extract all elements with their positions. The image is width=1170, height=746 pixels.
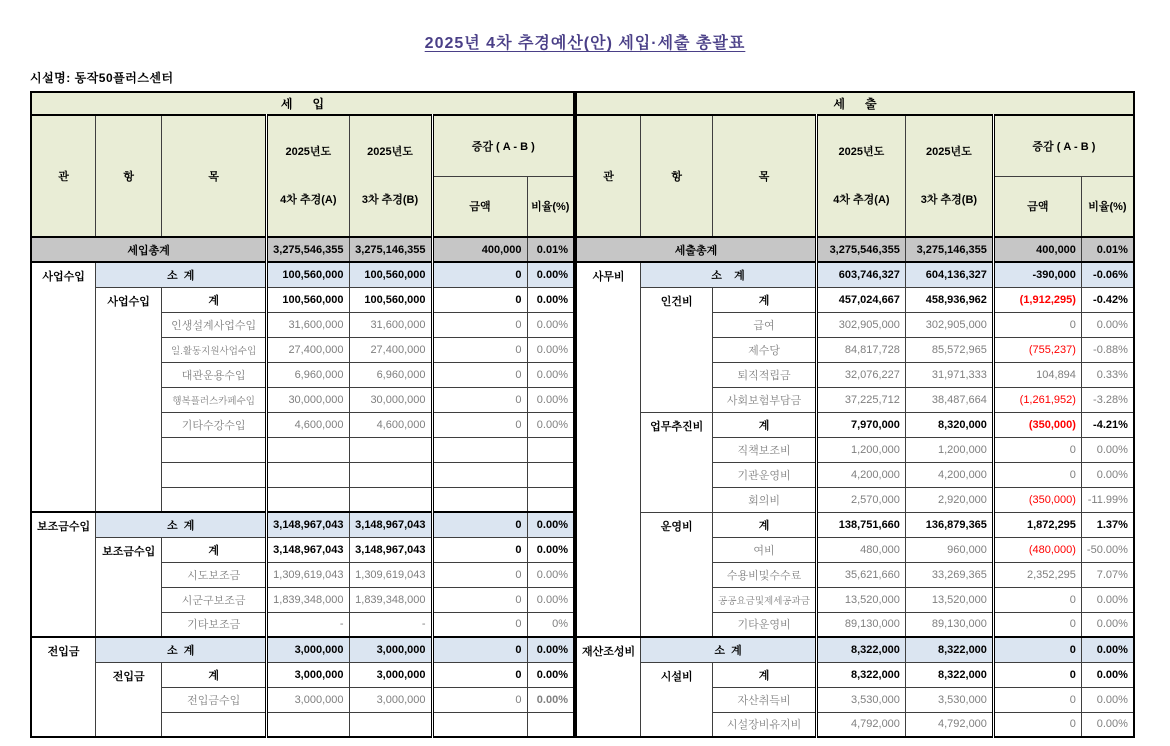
expenditure-amount-b-cell: 13,520,000: [905, 587, 993, 612]
expenditure-mok-cell: 자산취득비: [713, 687, 817, 712]
revenue-table: [30, 91, 575, 738]
expenditure-ratio-cell: -0.42%: [1081, 287, 1133, 312]
expenditure-amount-b-cell: 89,130,000: [905, 612, 993, 637]
expenditure-row-11: [576, 512, 1134, 537]
expenditure-ratio-cell: 0.00%: [1081, 662, 1133, 687]
revenue-band-row: [31, 92, 574, 115]
revenue-ratio-cell: 0.00%: [527, 412, 574, 437]
expenditure-amount-b-cell: 3,530,000: [905, 687, 993, 712]
revenue-diff-cell: 0: [432, 362, 527, 387]
expenditure-total-b: 3,275,146,355: [905, 237, 993, 262]
revenue-amount-b-cell: [349, 487, 432, 512]
expenditure-amount-b-cell: 604,136,327: [905, 262, 993, 287]
expenditure-amount-b-cell: 8,320,000: [905, 412, 993, 437]
expenditure-ratio-cell: 0.00%: [1081, 462, 1133, 487]
col-header-a-round: 4차 추경(A): [833, 194, 890, 206]
col-header-budget-a: [267, 115, 349, 237]
revenue-diff-cell: 0: [432, 637, 527, 662]
revenue-mok-cell: 행복플러스카페수입: [162, 387, 267, 412]
expenditure-mok-cell: 계: [713, 412, 817, 437]
col-header-b-round: 3차 추경(B): [920, 194, 978, 206]
revenue-amount-b-cell: 3,148,967,043: [349, 512, 432, 537]
revenue-ratio-cell: [527, 462, 574, 487]
expenditure-amount-a-cell: 84,817,728: [816, 337, 905, 362]
expenditure-row-1: [576, 262, 1134, 287]
expenditure-amount-a-cell: 1,200,000: [816, 437, 905, 462]
expenditure-amount-b-cell: 960,000: [905, 537, 993, 562]
col-header-mok: 목: [162, 115, 267, 237]
expenditure-ratio-cell: 0.00%: [1081, 712, 1133, 737]
col-header-budget-b: [349, 115, 432, 237]
col-header-diff-group: 증감 ( A - B ): [432, 115, 574, 176]
revenue-amount-b-cell: 1,309,619,043: [349, 562, 432, 587]
expenditure-hang-cell: 업무추진비: [641, 412, 713, 512]
expenditure-mok-cell: 기타운영비: [713, 612, 817, 637]
revenue-amount-a-cell: 1,309,619,043: [267, 562, 349, 587]
revenue-diff-cell: 0: [432, 687, 527, 712]
col-header-b-round: 3차 추경(B): [361, 194, 419, 206]
revenue-band-title: 세 입: [31, 92, 574, 115]
revenue-mok-cell: 시도보조금: [162, 562, 267, 587]
expenditure-amount-b-cell: 8,322,000: [905, 662, 993, 687]
revenue-mok-cell: 시군구보조금: [162, 587, 267, 612]
expenditure-amount-a-cell: 138,751,660: [816, 512, 905, 537]
expenditure-mok-cell: 제수당: [713, 337, 817, 362]
expenditure-mok-cell: 계: [713, 662, 817, 687]
revenue-amount-b-cell: 6,960,000: [349, 362, 432, 387]
expenditure-mok-cell: 계: [713, 287, 817, 312]
expenditure-diff-cell: (755,237): [993, 337, 1081, 362]
expenditure-header-row-1: [576, 115, 1134, 176]
expenditure-mok-cell: 계: [713, 512, 817, 537]
revenue-row-16: [31, 637, 574, 662]
expenditure-gwan-cell: 사무비: [576, 262, 641, 637]
revenue-mok-cell: 계: [162, 537, 267, 562]
revenue-amount-a-cell: [267, 462, 349, 487]
revenue-ratio-cell: 0.00%: [527, 662, 574, 687]
expenditure-ratio-cell: -0.06%: [1081, 262, 1133, 287]
revenue-mok-cell: 대관운용수입: [162, 362, 267, 387]
expenditure-amount-b-cell: 31,971,333: [905, 362, 993, 387]
revenue-row-11: [31, 512, 574, 537]
revenue-hang-cell: 사업수입: [96, 287, 162, 512]
revenue-subtotal-label: 소 계: [96, 512, 267, 537]
revenue-ratio-cell: 0.00%: [527, 287, 574, 312]
revenue-diff-cell: 0: [432, 287, 527, 312]
expenditure-mok-cell: 수용비및수수료: [713, 562, 817, 587]
revenue-amount-a-cell: 4,600,000: [267, 412, 349, 437]
revenue-ratio-cell: 0%: [527, 612, 574, 637]
expenditure-amount-b-cell: 302,905,000: [905, 312, 993, 337]
revenue-diff-cell: [432, 462, 527, 487]
expenditure-ratio-cell: 0.00%: [1081, 612, 1133, 637]
facility-name-label: 시설명: 동작50플러스센터: [30, 71, 174, 85]
col-header-a-round: 4차 추경(A): [280, 194, 337, 206]
revenue-diff-cell: 0: [432, 312, 527, 337]
revenue-amount-b-cell: 3,000,000: [349, 637, 432, 662]
revenue-amount-b-cell: 27,400,000: [349, 337, 432, 362]
revenue-mok-cell: 일.활동지원사업수입: [162, 337, 267, 362]
revenue-amount-b-cell: 3,000,000: [349, 687, 432, 712]
revenue-hang-cell: 전입금: [96, 662, 162, 737]
revenue-header-row-1: [31, 115, 574, 176]
revenue-mok-cell: 인생설계사업수입: [162, 312, 267, 337]
expenditure-diff-cell: -390,000: [993, 262, 1081, 287]
revenue-amount-b-cell: 30,000,000: [349, 387, 432, 412]
expenditure-diff-cell: 0: [993, 712, 1081, 737]
revenue-mok-cell: 기타수강수입: [162, 412, 267, 437]
expenditure-amount-b-cell: 4,792,000: [905, 712, 993, 737]
revenue-ratio-cell: [527, 487, 574, 512]
revenue-amount-b-cell: 3,148,967,043: [349, 537, 432, 562]
expenditure-diff-cell: (1,912,295): [993, 287, 1081, 312]
expenditure-amount-a-cell: 4,792,000: [816, 712, 905, 737]
expenditure-amount-a-cell: 89,130,000: [816, 612, 905, 637]
expenditure-ratio-cell: -4.21%: [1081, 412, 1133, 437]
expenditure-amount-b-cell: 458,936,962: [905, 287, 993, 312]
revenue-amount-a-cell: 6,960,000: [267, 362, 349, 387]
expenditure-amount-b-cell: 8,322,000: [905, 637, 993, 662]
expenditure-diff-cell: 0: [993, 687, 1081, 712]
expenditure-band-row: [576, 92, 1134, 115]
expenditure-total-a: 3,275,546,355: [816, 237, 905, 262]
expenditure-ratio-cell: 0.00%: [1081, 587, 1133, 612]
expenditure-subtotal-label: 소 계: [641, 262, 817, 287]
expenditure-diff-cell: 0: [993, 587, 1081, 612]
expenditure-amount-b-cell: 136,879,365: [905, 512, 993, 537]
expenditure-amount-b-cell: 85,572,965: [905, 337, 993, 362]
revenue-gwan-cell: 사업수입: [31, 262, 96, 512]
expenditure-amount-a-cell: 480,000: [816, 537, 905, 562]
expenditure-band-title: 세 출: [576, 92, 1134, 115]
expenditure-diff-cell: (350,000): [993, 412, 1081, 437]
col-header-diff-group: 증감 ( A - B ): [993, 115, 1133, 176]
col-header-diff-amount: 금액: [432, 176, 527, 237]
expenditure-amount-b-cell: 33,269,365: [905, 562, 993, 587]
expenditure-mok-cell: 시설장비유지비: [713, 712, 817, 737]
expenditure-ratio-cell: 0.00%: [1081, 637, 1133, 662]
revenue-amount-b-cell: 1,839,348,000: [349, 587, 432, 612]
expenditure-amount-a-cell: 37,225,712: [816, 387, 905, 412]
revenue-ratio-cell: 0.00%: [527, 687, 574, 712]
expenditure-total-diff: 400,000: [993, 237, 1081, 262]
expenditure-amount-a-cell: 13,520,000: [816, 587, 905, 612]
expenditure-amount-a-cell: 35,621,660: [816, 562, 905, 587]
expenditure-gwan-cell: 재산조성비: [576, 637, 641, 737]
expenditure-mok-cell: 직책보조비: [713, 437, 817, 462]
revenue-total-a: 3,275,546,355: [267, 237, 349, 262]
revenue-amount-a-cell: 3,148,967,043: [267, 537, 349, 562]
col-header-b-year: 2025년도: [367, 146, 413, 158]
expenditure-diff-cell: (1,261,952): [993, 387, 1081, 412]
revenue-ratio-cell: 0.00%: [527, 362, 574, 387]
revenue-ratio-cell: 0.00%: [527, 587, 574, 612]
expenditure-ratio-cell: 0.00%: [1081, 687, 1133, 712]
col-header-gwan: 관: [576, 115, 641, 237]
expenditure-amount-b-cell: 38,487,664: [905, 387, 993, 412]
expenditure-ratio-cell: -3.28%: [1081, 387, 1133, 412]
expenditure-table: [575, 91, 1135, 738]
col-header-a-year: 2025년도: [838, 146, 885, 158]
revenue-diff-cell: 0: [432, 512, 527, 537]
expenditure-ratio-cell: -11.99%: [1081, 487, 1133, 512]
expenditure-amount-b-cell: 4,200,000: [905, 462, 993, 487]
revenue-mok-cell: 계: [162, 287, 267, 312]
expenditure-ratio-cell: 1.37%: [1081, 512, 1133, 537]
revenue-amount-b-cell: 100,560,000: [349, 262, 432, 287]
revenue-row-1: [31, 262, 574, 287]
revenue-ratio-cell: 0.00%: [527, 637, 574, 662]
expenditure-amount-a-cell: 3,530,000: [816, 687, 905, 712]
col-header-hang: 항: [96, 115, 162, 237]
expenditure-row-17: [576, 662, 1134, 687]
expenditure-ratio-cell: 7.07%: [1081, 562, 1133, 587]
revenue-mok-cell: [162, 437, 267, 462]
expenditure-mok-cell: 퇴직적립금: [713, 362, 817, 387]
revenue-diff-cell: 0: [432, 587, 527, 612]
revenue-diff-cell: 0: [432, 562, 527, 587]
expenditure-diff-cell: (350,000): [993, 487, 1081, 512]
revenue-diff-cell: 0: [432, 412, 527, 437]
expenditure-mok-cell: 공공요금및제세공과금: [713, 587, 817, 612]
revenue-gwan-cell: 전입금: [31, 637, 96, 737]
revenue-amount-a-cell: 3,148,967,043: [267, 512, 349, 537]
revenue-row-17: [31, 662, 574, 687]
expenditure-amount-b-cell: 2,920,000: [905, 487, 993, 512]
col-header-diff-ratio: 비율(%): [527, 176, 574, 237]
expenditure-subtotal-label: 소 계: [641, 637, 817, 662]
expenditure-row-16: [576, 637, 1134, 662]
revenue-amount-a-cell: -: [267, 612, 349, 637]
revenue-total-b: 3,275,146,355: [349, 237, 432, 262]
revenue-total-diff: 400,000: [432, 237, 527, 262]
col-header-budget-b: [905, 115, 993, 237]
revenue-amount-b-cell: 4,600,000: [349, 412, 432, 437]
expenditure-amount-a-cell: 603,746,327: [816, 262, 905, 287]
expenditure-amount-a-cell: 32,076,227: [816, 362, 905, 387]
expenditure-amount-a-cell: 302,905,000: [816, 312, 905, 337]
revenue-total-label: 세입총계: [31, 237, 267, 262]
revenue-ratio-cell: 0.00%: [527, 312, 574, 337]
revenue-amount-a-cell: [267, 487, 349, 512]
revenue-hang-cell: 보조금수입: [96, 537, 162, 637]
expenditure-mok-cell: 여비: [713, 537, 817, 562]
expenditure-ratio-cell: 0.33%: [1081, 362, 1133, 387]
expenditure-diff-cell: 0: [993, 637, 1081, 662]
budget-tables: [30, 91, 1170, 738]
col-header-hang: 항: [641, 115, 713, 237]
expenditure-mok-cell: 기관운영비: [713, 462, 817, 487]
revenue-amount-a-cell: 1,839,348,000: [267, 587, 349, 612]
revenue-amount-a-cell: 31,600,000: [267, 312, 349, 337]
revenue-mok-cell: [162, 487, 267, 512]
revenue-amount-b-cell: 31,600,000: [349, 312, 432, 337]
revenue-amount-a-cell: [267, 437, 349, 462]
revenue-diff-cell: [432, 437, 527, 462]
revenue-amount-b-cell: [349, 437, 432, 462]
col-header-diff-ratio: 비율(%): [1081, 176, 1133, 237]
revenue-mok-cell: 전입금수입: [162, 687, 267, 712]
expenditure-ratio-cell: 0.00%: [1081, 437, 1133, 462]
revenue-amount-a-cell: 100,560,000: [267, 287, 349, 312]
revenue-diff-cell: 0: [432, 612, 527, 637]
revenue-subtotal-label: 소 계: [96, 262, 267, 287]
revenue-diff-cell: [432, 487, 527, 512]
expenditure-total-label: 세출총계: [576, 237, 816, 262]
revenue-total-ratio: 0.01%: [527, 237, 574, 262]
expenditure-mok-cell: 사회보험부담금: [713, 387, 817, 412]
expenditure-amount-a-cell: 8,322,000: [816, 662, 905, 687]
expenditure-amount-a-cell: 7,970,000: [816, 412, 905, 437]
revenue-amount-a-cell: 27,400,000: [267, 337, 349, 362]
revenue-mok-cell: 기타보조금: [162, 612, 267, 637]
expenditure-diff-cell: 2,352,295: [993, 562, 1081, 587]
col-header-diff-amount: 금액: [993, 176, 1081, 237]
expenditure-hang-cell: 운영비: [641, 512, 713, 637]
expenditure-diff-cell: 0: [993, 462, 1081, 487]
revenue-diff-cell: 0: [432, 537, 527, 562]
revenue-diff-cell: 0: [432, 387, 527, 412]
revenue-row-12: [31, 537, 574, 562]
revenue-mok-cell: 계: [162, 662, 267, 687]
revenue-amount-b-cell: [349, 462, 432, 487]
expenditure-ratio-cell: -0.88%: [1081, 337, 1133, 362]
col-header-budget-a: [816, 115, 905, 237]
expenditure-diff-cell: (480,000): [993, 537, 1081, 562]
expenditure-ratio-cell: 0.00%: [1081, 312, 1133, 337]
col-header-b-year: 2025년도: [926, 146, 972, 158]
expenditure-amount-a-cell: 4,200,000: [816, 462, 905, 487]
expenditure-total-row: [576, 237, 1134, 262]
col-header-gwan: 관: [31, 115, 96, 237]
revenue-ratio-cell: 0.00%: [527, 337, 574, 362]
expenditure-hang-cell: 시설비: [641, 662, 713, 737]
expenditure-diff-cell: 0: [993, 612, 1081, 637]
revenue-amount-b-cell: -: [349, 612, 432, 637]
revenue-diff-cell: 0: [432, 262, 527, 287]
expenditure-diff-cell: 104,894: [993, 362, 1081, 387]
revenue-subtotal-label: 소 계: [96, 637, 267, 662]
revenue-ratio-cell: 0.00%: [527, 387, 574, 412]
expenditure-diff-cell: 0: [993, 662, 1081, 687]
revenue-diff-cell: 0: [432, 662, 527, 687]
revenue-total-row: [31, 237, 574, 262]
revenue-amount-b-cell: 3,000,000: [349, 662, 432, 687]
revenue-gwan-cell: 보조금수입: [31, 512, 96, 637]
col-header-a-year: 2025년도: [285, 146, 332, 158]
revenue-amount-a-cell: 3,000,000: [267, 662, 349, 687]
expenditure-diff-cell: 0: [993, 312, 1081, 337]
revenue-amount-a-cell: 3,000,000: [267, 637, 349, 662]
expenditure-mok-cell: 급여: [713, 312, 817, 337]
page-title: 2025년 4차 추경예산(안) 세입·세출 총괄표: [424, 35, 746, 52]
expenditure-amount-b-cell: 1,200,000: [905, 437, 993, 462]
expenditure-total-ratio: 0.01%: [1081, 237, 1133, 262]
expenditure-diff-cell: 0: [993, 437, 1081, 462]
expenditure-ratio-cell: -50.00%: [1081, 537, 1133, 562]
expenditure-amount-a-cell: 457,024,667: [816, 287, 905, 312]
revenue-ratio-cell: 0.00%: [527, 562, 574, 587]
expenditure-amount-a-cell: 2,570,000: [816, 487, 905, 512]
revenue-amount-a-cell: 30,000,000: [267, 387, 349, 412]
revenue-amount-a-cell: 3,000,000: [267, 687, 349, 712]
revenue-amount-b-cell: 100,560,000: [349, 287, 432, 312]
col-header-mok: 목: [713, 115, 817, 237]
revenue-row-2: [31, 287, 574, 312]
expenditure-hang-cell: 인건비: [641, 287, 713, 412]
expenditure-diff-cell: 1,872,295: [993, 512, 1081, 537]
revenue-amount-a-cell: 100,560,000: [267, 262, 349, 287]
expenditure-row-7: [576, 412, 1134, 437]
revenue-ratio-cell: [527, 437, 574, 462]
revenue-ratio-cell: 0.00%: [527, 537, 574, 562]
revenue-mok-cell: [162, 462, 267, 487]
revenue-ratio-cell: 0.00%: [527, 262, 574, 287]
expenditure-amount-a-cell: 8,322,000: [816, 637, 905, 662]
expenditure-mok-cell: 회의비: [713, 487, 817, 512]
expenditure-row-2: [576, 287, 1134, 312]
revenue-ratio-cell: 0.00%: [527, 512, 574, 537]
revenue-diff-cell: 0: [432, 337, 527, 362]
